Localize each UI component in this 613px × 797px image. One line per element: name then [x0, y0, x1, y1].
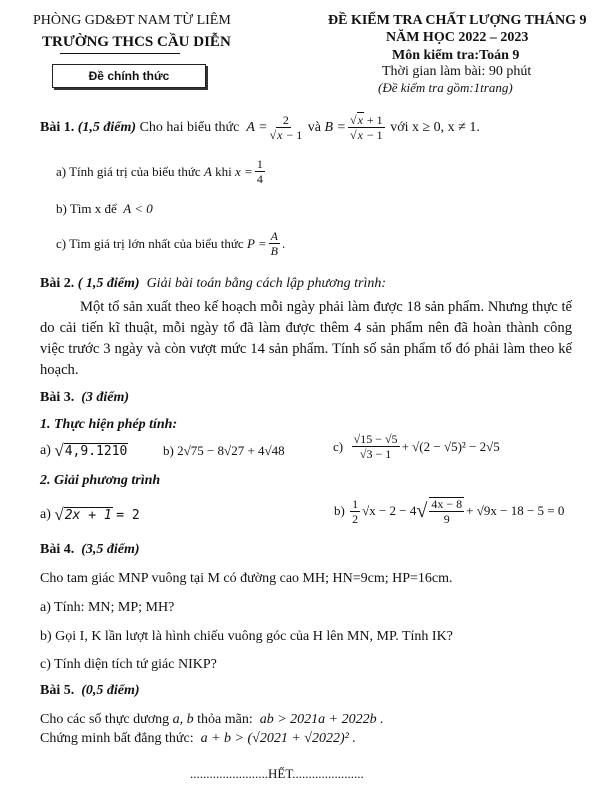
bai5-line1-vars: a, b [172, 712, 194, 727]
bai2-paragraph: Một tổ sản xuất theo kế hoạch mỗi ngày phải làm được 18 sản phẩm. Nhưng thực tế do cải tiến kĩ thuật, mỗi ngày tổ đã làm được thêm 4 sản phẩm nên đã hoàn thành công việc trước 3 ngày và còn vượt mức 14 sản phẩm. Tính số sản phẩm tổ đó phải làm theo kế hoạch. [40, 299, 572, 378]
bai2-line [40, 276, 386, 292]
bai3-b2-label: b) [334, 503, 345, 518]
exam-title: ĐỀ KIỂM TRA CHẤT LƯỢNG THÁNG 9 [328, 13, 587, 28]
bai2-title: Bài 2. [40, 276, 75, 291]
qa-den: 4 [256, 172, 263, 186]
bai5-points: (0,5 điểm) [81, 683, 140, 698]
bai3-b2-half-num: 1 [352, 496, 359, 511]
bai4-line [40, 542, 140, 558]
bai5-line [40, 683, 140, 699]
bai3-part1: 1. Thực hiện phép tính: [40, 417, 178, 432]
bai3-a2-rest: = 2 [116, 507, 140, 523]
bai3-a-label: a) [40, 443, 51, 458]
bai3-b2: b) $\frac{1}{2}$ √x − 2 − 4 √ $\frac{4x - 8}{9}$ + √9x − 18 − 5 = 0 [334, 496, 565, 526]
bai4-points: (3,5 điểm) [81, 542, 140, 557]
department-name: PHÒNG GD&ĐT NAM TỪ LIÊM [33, 13, 231, 28]
bai5-title: Bài 5. [40, 683, 75, 698]
bai3-b-expr: 2√75 − 8√27 + 4√48 [177, 443, 285, 458]
expr-A-den-rest: − 1 [286, 128, 303, 142]
qb-text: b) Tìm x để [56, 201, 117, 216]
bai1-condition: với x ≥ 0, x ≠ 1. [390, 119, 480, 135]
bai1-title: Bài 1. [40, 119, 75, 135]
bai3-b2-part1: √x − 2 − 4 [362, 503, 417, 518]
bai5-line1-expr: ab > 2021a + 2022b . [259, 712, 384, 727]
pages-line: (Đề kiểm tra gồm:1trang) [378, 80, 513, 95]
bai3-b2-inner-num: 4x − 8 [431, 497, 463, 511]
bai4-question-a: a) Tính: MN; MP; MH? [40, 600, 175, 615]
qc-den: B [270, 244, 279, 258]
bai3-b2-part2: + √9x − 18 − 5 = 0 [466, 503, 565, 518]
bai4-title: Bài 4. [40, 542, 75, 557]
qa-text: a) Tính giá trị của biểu thức [56, 163, 201, 179]
bai5-line2-expr: a + b > (√2021 + √2022)² . [200, 731, 356, 746]
school-year: NĂM HỌC 2022 – 2023 [386, 30, 529, 45]
expr-B-num-root: x [357, 113, 363, 127]
bai3-title: Bài 3. [40, 390, 75, 405]
bai3-b2-inner-den: 9 [443, 512, 450, 526]
bai3-b2-half [350, 498, 360, 525]
bai5-line2-text: Chứng minh bất đẳng thức: [40, 731, 194, 746]
bai1-line [40, 114, 480, 141]
qa-x: x = [235, 163, 253, 179]
expr-B-num: √x + 1 [349, 113, 383, 127]
qb-expr: A < 0 [123, 201, 153, 216]
bai3-line [40, 390, 129, 406]
end-marker: ........................HẾT...................... [190, 766, 364, 781]
qc-text: c) Tìm giá trị lớn nhất của biểu thức [56, 235, 244, 251]
qa-fraction [255, 158, 265, 185]
bai3-part2: 2. Giải phương trình [40, 473, 161, 488]
bai3-c-fraction [352, 433, 400, 460]
bai3-points: (3 điểm) [81, 390, 130, 405]
expr-B-den: √x − 1 [349, 128, 383, 142]
bai2-points: ( 1,5 điểm) [77, 276, 140, 291]
bai3-c-num: √15 − √5 [353, 432, 398, 446]
expr-A-den-root: x [277, 128, 283, 142]
and-word: và [307, 119, 321, 135]
official-badge [52, 64, 206, 88]
expr-A-fraction [270, 114, 303, 141]
bai1-question-a [56, 158, 267, 185]
bai1-question-b [56, 201, 153, 217]
qa-when: khi [215, 163, 232, 179]
bai4-intro: Cho tam giác MNP vuông tại M có đường cao MH; HN=9cm; HP=16cm. [40, 571, 453, 586]
bai3-a2-root: 2x + 1 [64, 508, 112, 523]
expr-B-den-root: x [357, 128, 363, 142]
bai5-line1-mid: thỏa mãn: [197, 712, 253, 727]
qa-num: 1 [256, 157, 263, 171]
qc-fraction [269, 230, 280, 257]
qc-P: P = [246, 235, 267, 251]
bai3-c-den: √3 − 1 [359, 447, 392, 461]
expr-A-num: 2 [282, 113, 289, 127]
expr-B-den-rest: − 1 [366, 128, 383, 142]
bai1-intro: Cho hai biểu thức [139, 119, 240, 135]
bai3-b [163, 443, 285, 459]
bai3-a: a) √ 4,9.1210 [40, 441, 128, 460]
school-underline [60, 53, 180, 54]
bai3-c [333, 433, 500, 460]
bai4-question-b: b) Gọi I, K lần lượt là hình chiếu vuông góc của H lên MN, MP. Tính IK? [40, 629, 453, 644]
bai3-a2-label: a) [40, 507, 51, 522]
expr-B-num-rest: + 1 [366, 113, 383, 127]
bai4-question-c: c) Tính diện tích tứ giác NIKP? [40, 657, 217, 672]
qa-A: A [203, 163, 212, 179]
qc-num: A [270, 229, 279, 243]
expr-B-label: B = [324, 119, 346, 135]
school-name: TRƯỜNG THCS CẦU DIỄN [42, 34, 231, 50]
expr-A-den: √x − 1 [269, 128, 303, 142]
expr-B-fraction [348, 114, 385, 141]
bai3-b-label: b) [163, 443, 174, 458]
bai3-a-expr: 4,9.1210 [64, 444, 128, 459]
bai2-prompt: Giải bài toán bằng cách lập phương trình: [146, 276, 387, 291]
bai5-line2 [40, 731, 356, 747]
qc-end: . [282, 235, 286, 251]
bai3-a2: a) √ 2x + 1 = 2 [40, 505, 140, 524]
bai3-b2-inner [429, 497, 464, 525]
official-label: Đề chính thức [88, 69, 170, 83]
bai1-points: (1,5 điểm) [77, 119, 137, 135]
bai3-c-rest: + √(2 − √5)² − 2√5 [401, 438, 500, 454]
subject-line: Môn kiểm tra:Toán 9 [392, 48, 520, 63]
bai1-question-c [56, 230, 285, 257]
bai3-b2-half-den: 2 [352, 511, 359, 526]
time-line: Thời gian làm bài: 90 phút [382, 64, 532, 79]
bai3-c-label: c) [333, 438, 344, 454]
expr-A-label: A = [246, 119, 268, 135]
bai5-line1-text: Cho các số thực dương [40, 712, 170, 727]
bai5-line1 [40, 712, 384, 728]
